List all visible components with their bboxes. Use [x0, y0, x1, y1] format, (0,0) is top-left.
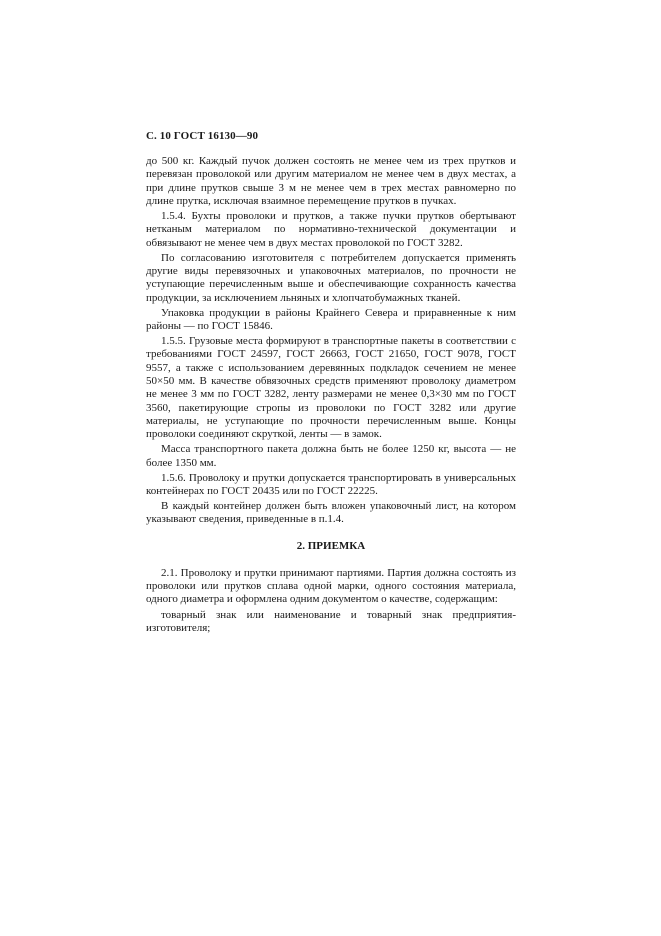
paragraph-1-5-6: 1.5.6. Проволоку и прутки допускается транспортировать в универсальных контейнерах по ГОСТ 20435 или по ГОСТ 22225. [146, 471, 516, 497]
paragraph-2-1: 2.1. Проволоку и прутки принимают партиями. Партия должна состоять из проволоки или прутков сплава одной марки, одного состояния материала, одного диаметра и оформлена одним документом о качестве, содержащим: [146, 566, 516, 606]
paragraph-far-north: Упаковка продукции в районы Крайнего Севера и приравненные к ним районы — по ГОСТ 15846. [146, 306, 516, 332]
paragraph-trademark: товарный знак или наименование и товарный знак предприятия-изготовителя; [146, 608, 516, 634]
paragraph-1-5-4: 1.5.4. Бухты проволоки и прутков, а также пучки прутков обертывают нетканым материалом по нормативно-технической документации и обвязывают не менее чем в двух местах проволокой по ГОСТ 3282. [146, 209, 516, 249]
paragraph-packing-list: В каждый контейнер должен быть вложен упаковочный лист, на котором указывают сведения, приведенные в п.1.4. [146, 500, 516, 526]
section-title-acceptance: 2. ПРИЕМКА [296, 539, 366, 552]
paragraph-1-5-5: 1.5.5. Грузовые места формируют в транспортные пакеты в соответствии с требованиями ГОСТ 24597, ГОСТ 26663, ГОСТ 21650, ГОСТ 9078, ГОСТ 9557, а также с использованием деревянных подкладок сечением не менее 50×50 мм. В качестве обвязочных средств применяют проволоку диаметром не менее 3 мм по ГОСТ 3282, ленту размерами не менее 0,3×30 мм по ГОСТ 3560, пакетирующие стропы из проволоки по ГОСТ 3282 или другие материалы, не уступающие по прочности перечисленным выше. Концы проволоки соединяют скруткой, ленты — в замок. [146, 335, 516, 441]
document-body [146, 155, 516, 637]
paragraph-continuation: до 500 кг. Каждый пучок должен состоять не менее чем из трех прутков и перевязан проволокой или другим материалом не менее чем в двух местах, а при длине прутков свыше 3 м не менее чем в трех местах равномерно по длине прутка, исключая взаимное перемещение прутков в пучках. [146, 155, 516, 207]
paragraph-agreement: По согласованию изготовителя с потребителем допускается применять другие виды перевязочных и упаковочных материалов, по прочности не уступающие перечисленным выше и обеспечивающие сохранность качества продукции, за исключением льняных и хлопчатобумажных тканей. [146, 251, 516, 304]
paragraph-package-mass: Масса транспортного пакета должна быть не более 1250 кг, высота — не более 1350 мм. [146, 443, 516, 469]
running-head: С. 10 ГОСТ 16130—90 [146, 130, 259, 142]
